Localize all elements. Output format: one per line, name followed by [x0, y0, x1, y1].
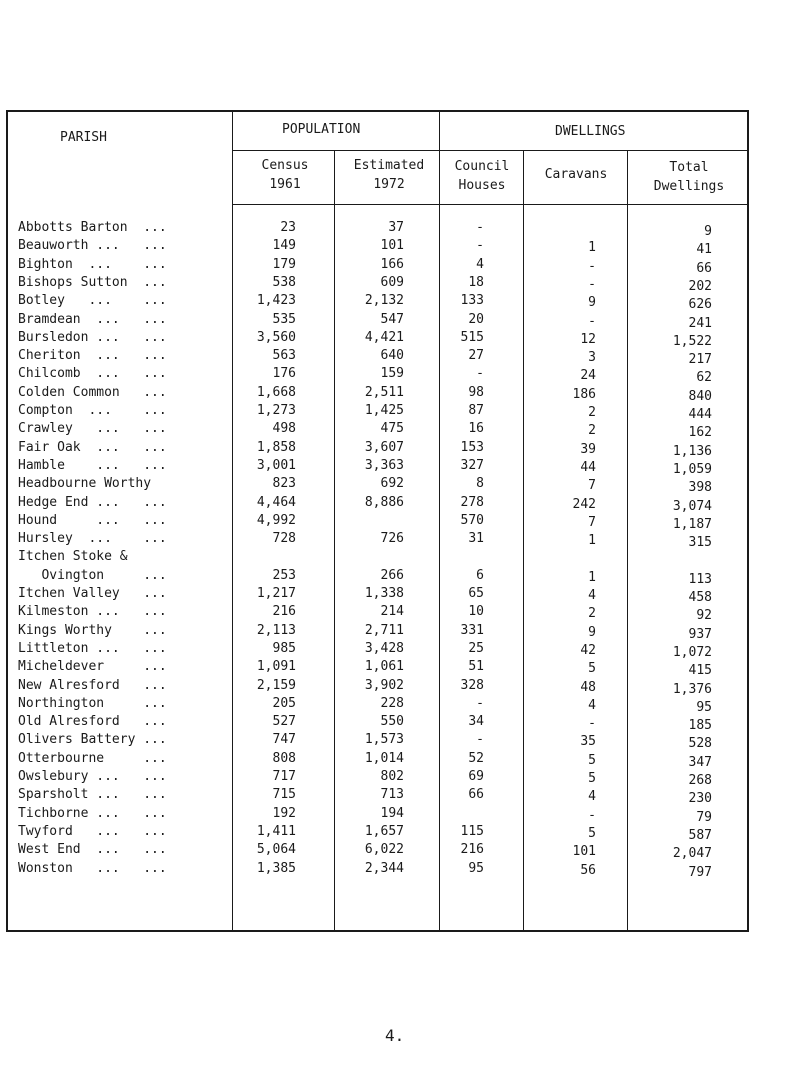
estimated-value: 166: [380, 256, 404, 272]
caravans-value: 12: [580, 331, 596, 347]
council-value: 328: [460, 677, 484, 693]
parish-name: Micheldever ...: [18, 659, 167, 675]
total-value: 185: [688, 718, 712, 734]
council-value: -: [476, 220, 484, 235]
parish-name: New Alresford ...: [18, 677, 167, 693]
parish-name: Hedge End ... ...: [18, 494, 167, 510]
parish-name: Old Alresford ...: [18, 714, 167, 730]
estimated-value: 1,014: [364, 750, 404, 766]
parish-name: Fair Oak ... ...: [18, 439, 167, 455]
caravans-value: 4: [588, 697, 596, 713]
parish-name: Abbotts Barton ...: [18, 220, 167, 235]
estimated-value: 2,711: [364, 622, 404, 638]
dwellings-header: DWELLINGS: [555, 124, 626, 139]
table-row: [0, 842, 801, 860]
parish-name: Twyford ... ...: [18, 823, 167, 839]
estimated-value: 8,886: [364, 494, 404, 510]
parish-name: West End ... ...: [18, 842, 167, 858]
census-value: 728: [272, 531, 296, 547]
parish-name: Itchen Valley ...: [18, 586, 167, 601]
caravans-value: 2: [588, 405, 596, 420]
census-value: 717: [272, 769, 296, 784]
table-row: [0, 366, 801, 384]
council-value: 66: [468, 787, 484, 803]
parish-header: PARISH: [60, 130, 107, 145]
caravans-value: 39: [580, 441, 596, 457]
census-value: 3,560: [256, 329, 296, 345]
council-value: 25: [468, 640, 484, 656]
table-row: [0, 568, 801, 586]
caravans-value: 5: [588, 752, 596, 768]
caravans-value: 2: [588, 606, 596, 622]
total-value: 66: [696, 260, 712, 276]
council-value: 331: [460, 622, 484, 638]
council-value: 8: [476, 476, 484, 492]
table-row: [0, 549, 801, 567]
total-value: 937: [688, 626, 712, 642]
estimated-value: 1,425: [364, 403, 404, 418]
census-value: 192: [272, 805, 296, 821]
caravans-value: 44: [580, 459, 596, 475]
table-row: [0, 476, 801, 494]
total-value: 241: [688, 315, 712, 331]
census-value: 205: [272, 695, 296, 711]
census-value: 3,001: [256, 457, 296, 473]
estimated-value: 4,421: [364, 329, 404, 345]
estimated-value: 266: [380, 567, 404, 583]
caravans-value: 9: [588, 295, 596, 311]
parish-name: Olivers Battery ...: [18, 732, 167, 748]
estimated-value: 802: [380, 769, 404, 784]
caravans-value: -: [588, 716, 596, 732]
council-value: 515: [460, 329, 484, 345]
census-value: 498: [272, 421, 296, 437]
council-value: 16: [468, 421, 484, 437]
table-row: [0, 348, 801, 366]
parish-name: Bighton ... ...: [18, 256, 167, 272]
council-houses-header: Council Houses: [454, 159, 510, 193]
parish-name: Crawley ... ...: [18, 421, 167, 437]
parish-name: Bursledon ... ...: [18, 329, 167, 345]
table-row: [0, 787, 801, 805]
table-row: [0, 421, 801, 439]
caravans-value: -: [588, 258, 596, 274]
caravans-value: 3: [588, 350, 596, 366]
total-value: 415: [688, 663, 712, 679]
caravans-value: 24: [580, 368, 596, 384]
total-value: 162: [688, 425, 712, 441]
table-row: [0, 220, 801, 238]
census-value: 1,858: [256, 439, 296, 455]
parish-name: Botley ... ...: [18, 293, 167, 309]
estimated-value: 726: [380, 531, 404, 547]
caravans-value: 7: [588, 514, 596, 530]
council-value: 20: [468, 311, 484, 327]
council-value: 153: [460, 439, 484, 455]
total-value: 113: [688, 571, 712, 587]
parish-name: Sparsholt ... ...: [18, 787, 167, 803]
caravans-value: 1: [588, 533, 596, 549]
council-value: 65: [468, 586, 484, 601]
table-row: [0, 531, 801, 549]
table-row: [0, 623, 801, 641]
table-row: [0, 641, 801, 659]
caravans-value: 9: [588, 624, 596, 640]
census-value: 1,668: [256, 384, 296, 400]
parish-name: Hursley ... ...: [18, 531, 167, 547]
caravans-value: 101: [572, 844, 596, 860]
total-value: 41: [696, 242, 712, 258]
table-row: [0, 385, 801, 403]
estimated-value: 3,363: [364, 457, 404, 473]
estimated-value: 550: [380, 714, 404, 730]
council-value: 115: [460, 823, 484, 839]
table-row: [0, 861, 801, 879]
total-value: 1,187: [672, 516, 712, 532]
council-value: 87: [468, 403, 484, 418]
parish-name: Hamble ... ...: [18, 457, 167, 473]
council-value: 27: [468, 348, 484, 364]
census-value: 715: [272, 787, 296, 803]
census-value: 985: [272, 640, 296, 656]
total-value: 2,047: [672, 846, 712, 862]
estimated-value: 214: [380, 604, 404, 620]
census-value: 527: [272, 714, 296, 730]
total-value: 398: [688, 480, 712, 496]
table-row: [0, 330, 801, 348]
caravans-value: 35: [580, 734, 596, 750]
population-header: POPULATION: [282, 122, 361, 137]
census-value: 1,091: [256, 659, 296, 675]
caravans-value: 4: [588, 588, 596, 603]
council-value: -: [476, 238, 484, 254]
total-value: 3,074: [672, 498, 712, 514]
estimated-value: 3,428: [364, 640, 404, 656]
table-row: [0, 458, 801, 476]
parish-name: Kings Worthy ...: [18, 622, 167, 638]
council-value: 10: [468, 604, 484, 620]
estimated-value: 159: [380, 366, 404, 382]
caravans-value: 48: [580, 679, 596, 695]
census-value: 808: [272, 750, 296, 766]
estimated-value: 1,338: [364, 586, 404, 601]
census-value: 563: [272, 348, 296, 364]
census-value: 1,217: [256, 586, 296, 601]
council-value: 216: [460, 842, 484, 858]
table-row: [0, 293, 801, 311]
census-header: Census 1961: [261, 158, 309, 192]
census-value: 216: [272, 604, 296, 620]
caravans-header: Caravans: [544, 167, 608, 182]
estimated-value: 228: [380, 695, 404, 711]
parish-name: Cheriton ... ...: [18, 348, 167, 364]
total-dwellings-header: Total Dwellings: [653, 160, 725, 194]
table-row: [0, 604, 801, 622]
total-value: 1,522: [672, 333, 712, 349]
table-row: [0, 312, 801, 330]
estimated-value: 6,022: [364, 842, 404, 858]
total-value: 92: [696, 608, 712, 624]
parish-name: Ovington ...: [18, 567, 167, 583]
total-value: 95: [696, 699, 712, 715]
census-value: 747: [272, 732, 296, 748]
total-value: 458: [688, 590, 712, 605]
table-row: [0, 714, 801, 732]
parish-name: Northington ...: [18, 695, 167, 711]
total-value: 79: [696, 809, 712, 825]
council-value: -: [476, 695, 484, 711]
total-value: 840: [688, 388, 712, 404]
council-value: -: [476, 732, 484, 748]
census-value: 4,464: [256, 494, 296, 510]
caravans-value: -: [588, 313, 596, 329]
total-value: 626: [688, 297, 712, 313]
council-value: 570: [460, 512, 484, 528]
caravans-value: 56: [580, 862, 596, 878]
estimated-value: 194: [380, 805, 404, 821]
estimated-value: 609: [380, 274, 404, 290]
table-row: [0, 403, 801, 421]
estimated-header: Estimated 1972: [353, 158, 425, 192]
estimated-value: 2,132: [364, 293, 404, 309]
total-value: 62: [696, 370, 712, 386]
header-rule-1: [232, 150, 749, 151]
census-value: 2,159: [256, 677, 296, 693]
total-value: 9: [704, 224, 712, 239]
census-value: 23: [280, 220, 296, 235]
table-row: [0, 751, 801, 769]
estimated-value: 547: [380, 311, 404, 327]
census-value: 1,411: [256, 823, 296, 839]
table-row: [0, 678, 801, 696]
estimated-value: 3,607: [364, 439, 404, 455]
caravans-value: 242: [572, 496, 596, 512]
total-value: 202: [688, 278, 712, 294]
estimated-value: 692: [380, 476, 404, 492]
table-row: [0, 732, 801, 750]
council-value: 327: [460, 457, 484, 473]
total-value: 1,072: [672, 644, 712, 660]
council-value: 278: [460, 494, 484, 510]
total-value: 315: [688, 535, 712, 551]
census-value: 253: [272, 567, 296, 583]
council-value: 98: [468, 384, 484, 400]
total-value: 587: [688, 827, 712, 843]
estimated-value: 3,902: [364, 677, 404, 693]
caravans-value: -: [588, 276, 596, 292]
table-row: [0, 257, 801, 275]
total-value: 797: [688, 864, 712, 880]
caravans-value: 5: [588, 661, 596, 677]
caravans-value: 1: [588, 569, 596, 585]
parish-name: Bramdean ... ...: [18, 311, 167, 327]
total-value: 217: [688, 352, 712, 368]
council-value: 4: [476, 256, 484, 272]
caravans-value: 5: [588, 771, 596, 786]
parish-name: Hound ... ...: [18, 512, 167, 528]
caravans-value: 186: [572, 386, 596, 402]
council-value: 52: [468, 750, 484, 766]
census-value: 1,273: [256, 403, 296, 418]
total-value: 1,376: [672, 681, 712, 697]
estimated-value: 640: [380, 348, 404, 364]
caravans-value: 42: [580, 642, 596, 658]
census-value: 179: [272, 256, 296, 272]
census-value: 5,064: [256, 842, 296, 858]
total-value: 1,059: [672, 461, 712, 477]
parish-name: Bishops Sutton ...: [18, 274, 167, 290]
council-value: -: [476, 366, 484, 382]
estimated-value: 1,061: [364, 659, 404, 675]
estimated-value: 475: [380, 421, 404, 437]
council-value: 6: [476, 567, 484, 583]
council-value: 18: [468, 274, 484, 290]
table-row: [0, 440, 801, 458]
council-value: 69: [468, 769, 484, 784]
estimated-value: 713: [380, 787, 404, 803]
caravans-value: 5: [588, 825, 596, 841]
estimated-value: 2,344: [364, 860, 404, 876]
estimated-value: 1,657: [364, 823, 404, 839]
council-value: 31: [468, 531, 484, 547]
caravans-value: 1: [588, 240, 596, 256]
census-value: 176: [272, 366, 296, 382]
parish-name: Colden Common ...: [18, 384, 167, 400]
parish-name: Kilmeston ... ...: [18, 604, 167, 620]
census-value: 535: [272, 311, 296, 327]
council-value: 51: [468, 659, 484, 675]
estimated-value: 1,573: [364, 732, 404, 748]
council-value: 95: [468, 860, 484, 876]
total-value: 347: [688, 754, 712, 770]
total-value: 1,136: [672, 443, 712, 459]
table-row: [0, 513, 801, 531]
caravans-value: 2: [588, 423, 596, 439]
total-value: 528: [688, 736, 712, 752]
table-row: [0, 495, 801, 513]
census-value: 4,992: [256, 512, 296, 528]
census-value: 1,385: [256, 860, 296, 876]
parish-name: Beauworth ... ...: [18, 238, 167, 254]
council-value: 34: [468, 714, 484, 730]
table-row: [0, 586, 801, 604]
census-value: 2,113: [256, 622, 296, 638]
table-row: [0, 659, 801, 677]
header-rule-2: [232, 204, 749, 205]
census-value: 149: [272, 238, 296, 254]
estimated-value: 2,511: [364, 384, 404, 400]
estimated-value: 101: [380, 238, 404, 254]
table-row: [0, 769, 801, 787]
census-value: 1,423: [256, 293, 296, 309]
table-row: [0, 806, 801, 824]
table-row: [0, 824, 801, 842]
total-value: 268: [688, 773, 712, 788]
total-value: 230: [688, 791, 712, 807]
parish-name: Itchen Stoke &: [18, 549, 128, 565]
parish-name: Headbourne Worthy: [18, 476, 152, 492]
total-value: 444: [688, 407, 712, 422]
estimated-value: 37: [388, 220, 404, 235]
caravans-value: 4: [588, 789, 596, 805]
parish-name: Compton ... ...: [18, 403, 167, 418]
parish-name: Owslebury ... ...: [18, 769, 167, 784]
table-row: [0, 275, 801, 293]
table-row: [0, 696, 801, 714]
page-number: 4.: [385, 1026, 405, 1045]
council-value: 133: [460, 293, 484, 309]
parish-name: Otterbourne ...: [18, 750, 167, 766]
caravans-value: -: [588, 807, 596, 823]
table-row: [0, 238, 801, 256]
parish-name: Wonston ... ...: [18, 860, 167, 876]
parish-name: Chilcomb ... ...: [18, 366, 167, 382]
caravans-value: 7: [588, 478, 596, 494]
parish-name: Littleton ... ...: [18, 640, 167, 656]
census-value: 823: [272, 476, 296, 492]
census-value: 538: [272, 274, 296, 290]
parish-name: Tichborne ... ...: [18, 805, 167, 821]
